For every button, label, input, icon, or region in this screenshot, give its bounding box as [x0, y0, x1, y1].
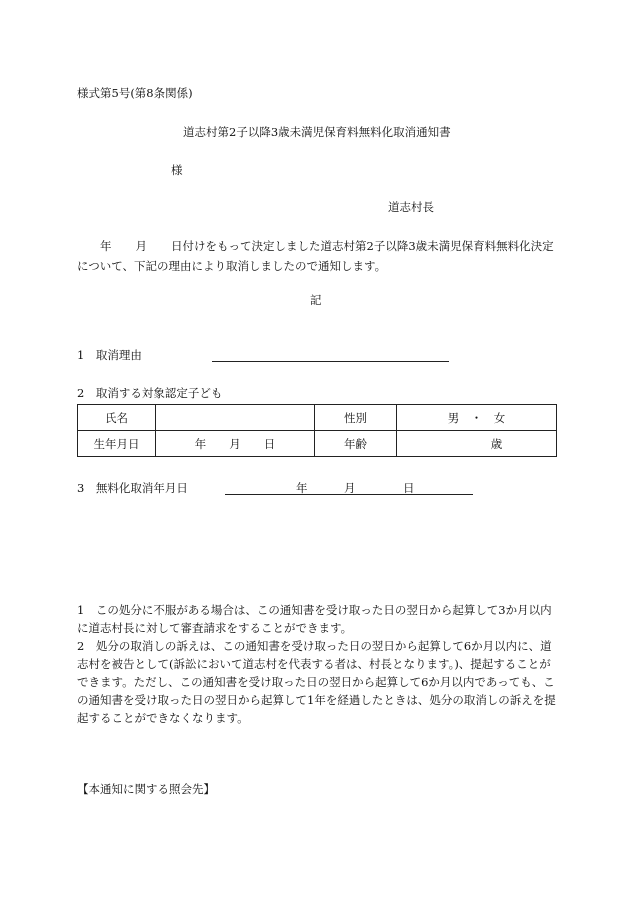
age-field[interactable]	[397, 431, 557, 457]
note-item: 1 この処分に不服がある場合は、この通知書を受け取った日の翌日から起算して3か月以内に道志村長に対して審査請求をすることができます。	[77, 603, 552, 635]
table-row	[78, 431, 557, 457]
section2-label: 2 取消する対象認定子ども	[77, 386, 223, 400]
target-child-table	[77, 404, 557, 457]
note-item: 2 処分の取消しの訴えは、この通知書を受け取った日の翌日から起算して6か月以内に、道志村を被告として(訴訟において道志村を代表する者は、村長となります。)、提起することができます。ただし、この通知書を受け取った日の翌日から起算して6か月以内であっても、この通知書を受け取った日の翌日から起算して1年を経過したときは、処分の取消しの訴えを提起することができなくなります。	[77, 639, 556, 725]
name-header: 氏名	[78, 405, 156, 431]
section3-label: 3 無料化取消年月日	[77, 481, 188, 495]
cancel-year-unit: 年	[296, 481, 308, 495]
gender-field[interactable]: 男 ・ 女	[397, 405, 557, 431]
body-month: 月	[135, 239, 147, 253]
body-text: 日付けをもって決定しました道志村第2子以降3歳未満児保育料無料化決定について、下記の理由により取消しましたので通知します。	[77, 239, 554, 273]
notes-section	[77, 601, 557, 727]
cancel-day-unit: 日	[403, 481, 415, 495]
table-row	[78, 405, 557, 431]
age-unit: 歳	[490, 436, 503, 451]
section1-label: 1 取消理由	[77, 348, 142, 362]
cancel-month-unit: 月	[344, 481, 356, 495]
reason-underline[interactable]	[212, 361, 449, 362]
birthdate-field[interactable]: 年 月 日	[156, 431, 315, 457]
cancel-date-underline[interactable]	[225, 494, 473, 495]
age-header: 年齢	[315, 431, 397, 457]
notification-body	[77, 236, 559, 276]
ki-heading: 記	[310, 293, 322, 307]
name-field[interactable]	[156, 405, 315, 431]
gender-header: 性別	[315, 405, 397, 431]
form-number: 様式第5号(第8条関係)	[77, 86, 193, 100]
birthdate-header: 生年月日	[78, 431, 156, 457]
contact-heading: 【本通知に関する照会先】	[77, 782, 215, 796]
issuer-name: 道志村長	[388, 200, 434, 214]
document-title: 道志村第2子以降3歳未満児保育料無料化取消通知書	[183, 125, 451, 139]
recipient-suffix: 様	[171, 163, 183, 177]
body-year: 年	[100, 239, 112, 253]
